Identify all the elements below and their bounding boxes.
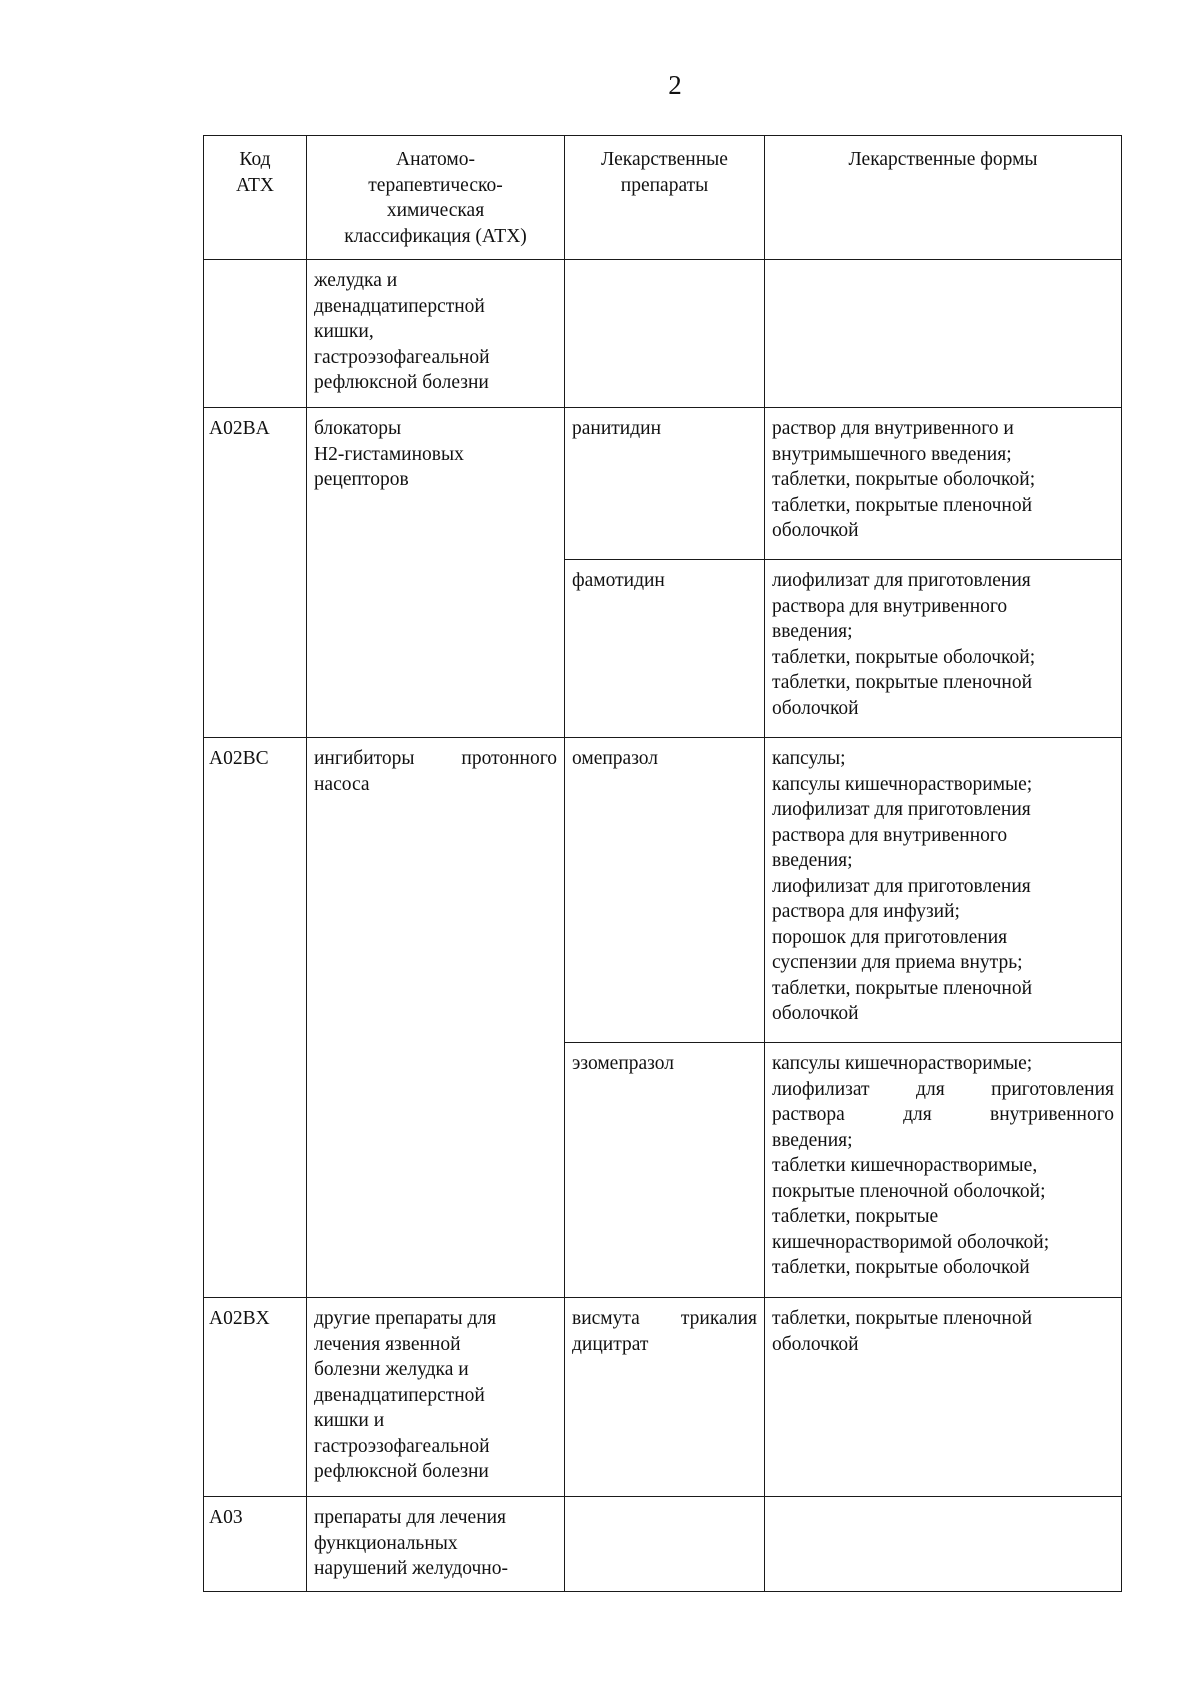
cell-classification bbox=[307, 738, 565, 1298]
cell-forms bbox=[765, 1043, 1122, 1298]
classification-line: ингибиторы протонного bbox=[314, 748, 557, 769]
cell-drug: ранитидин bbox=[565, 408, 765, 560]
forms-line: введения; таблетки кишечнорастворимые, покрытые пленочной оболочкой; таблетки, покрытые кишечнорастворимой оболочкой; таблетки, покрытые оболочкой bbox=[772, 1129, 1050, 1278]
table-row bbox=[204, 260, 1122, 408]
cell-classification: другие препараты для лечения язвенной болезни желудка и двенадцатиперстной кишки и гастроэзофагеальной рефлюксной болезни bbox=[307, 1298, 565, 1497]
cell-code: A03 bbox=[204, 1497, 307, 1592]
forms-line: капсулы кишечнорастворимые; bbox=[772, 1053, 1033, 1074]
forms-line: раствора для внутривенного bbox=[772, 1104, 1114, 1125]
drug-line: висмута трикалия bbox=[572, 1308, 757, 1329]
header-code: Код ATX bbox=[204, 136, 307, 260]
header-classification: Анатомо- терапевтическо- химическая классификация (АТХ) bbox=[307, 136, 565, 260]
atx-drug-table bbox=[203, 135, 1122, 1592]
cell-drug bbox=[565, 260, 765, 408]
table-row bbox=[204, 738, 1122, 1043]
cell-drug: омепразол bbox=[565, 738, 765, 1043]
cell-drug bbox=[565, 1298, 765, 1497]
cell-forms: капсулы; капсулы кишечнорастворимые; лиофилизат для приготовления раствора для внутривенного введения; лиофилизат для приготовления раствора для инфузий; порошок для приготовления суспензии для приема внутрь; таблетки, покрытые пленочной оболочкой bbox=[765, 738, 1122, 1043]
cell-code: A02BA bbox=[204, 408, 307, 738]
cell-code: A02BC bbox=[204, 738, 307, 1298]
cell-forms bbox=[765, 260, 1122, 408]
cell-forms bbox=[765, 1497, 1122, 1592]
cell-drug: эзомепразол bbox=[565, 1043, 765, 1298]
table-row bbox=[204, 408, 1122, 560]
drug-line: дицитрат bbox=[572, 1333, 649, 1355]
classification-line: насоса bbox=[314, 773, 370, 795]
table-row bbox=[204, 1497, 1122, 1592]
cell-forms: таблетки, покрытые пленочной оболочкой bbox=[765, 1298, 1122, 1497]
table-row bbox=[204, 1298, 1122, 1497]
page-number: 2 bbox=[668, 70, 682, 100]
cell-forms: лиофилизат для приготовления раствора для внутривенного введения; таблетки, покрытые оболочкой; таблетки, покрытые пленочной оболочкой bbox=[765, 560, 1122, 738]
header-drugs: Лекарственные препараты bbox=[565, 136, 765, 260]
forms-line: лиофилизат для приготовления bbox=[772, 1078, 1114, 1100]
cell-code: A02BX bbox=[204, 1298, 307, 1497]
header-forms: Лекарственные формы bbox=[765, 136, 1122, 260]
cell-classification: блокаторы Н2-гистаминовых рецепторов bbox=[307, 408, 565, 738]
table-header-row bbox=[204, 136, 1122, 260]
cell-forms: раствор для внутривенного и внутримышечного введения; таблетки, покрытые оболочкой; таблетки, покрытые пленочной оболочкой bbox=[765, 408, 1122, 560]
cell-code bbox=[204, 260, 307, 408]
cell-classification: желудка и двенадцатиперстной кишки, гастроэзофагеальной рефлюксной болезни bbox=[307, 260, 565, 408]
cell-drug bbox=[565, 1497, 765, 1592]
cell-classification: препараты для лечения функциональных нарушений желудочно- bbox=[307, 1497, 565, 1592]
cell-drug: фамотидин bbox=[565, 560, 765, 738]
